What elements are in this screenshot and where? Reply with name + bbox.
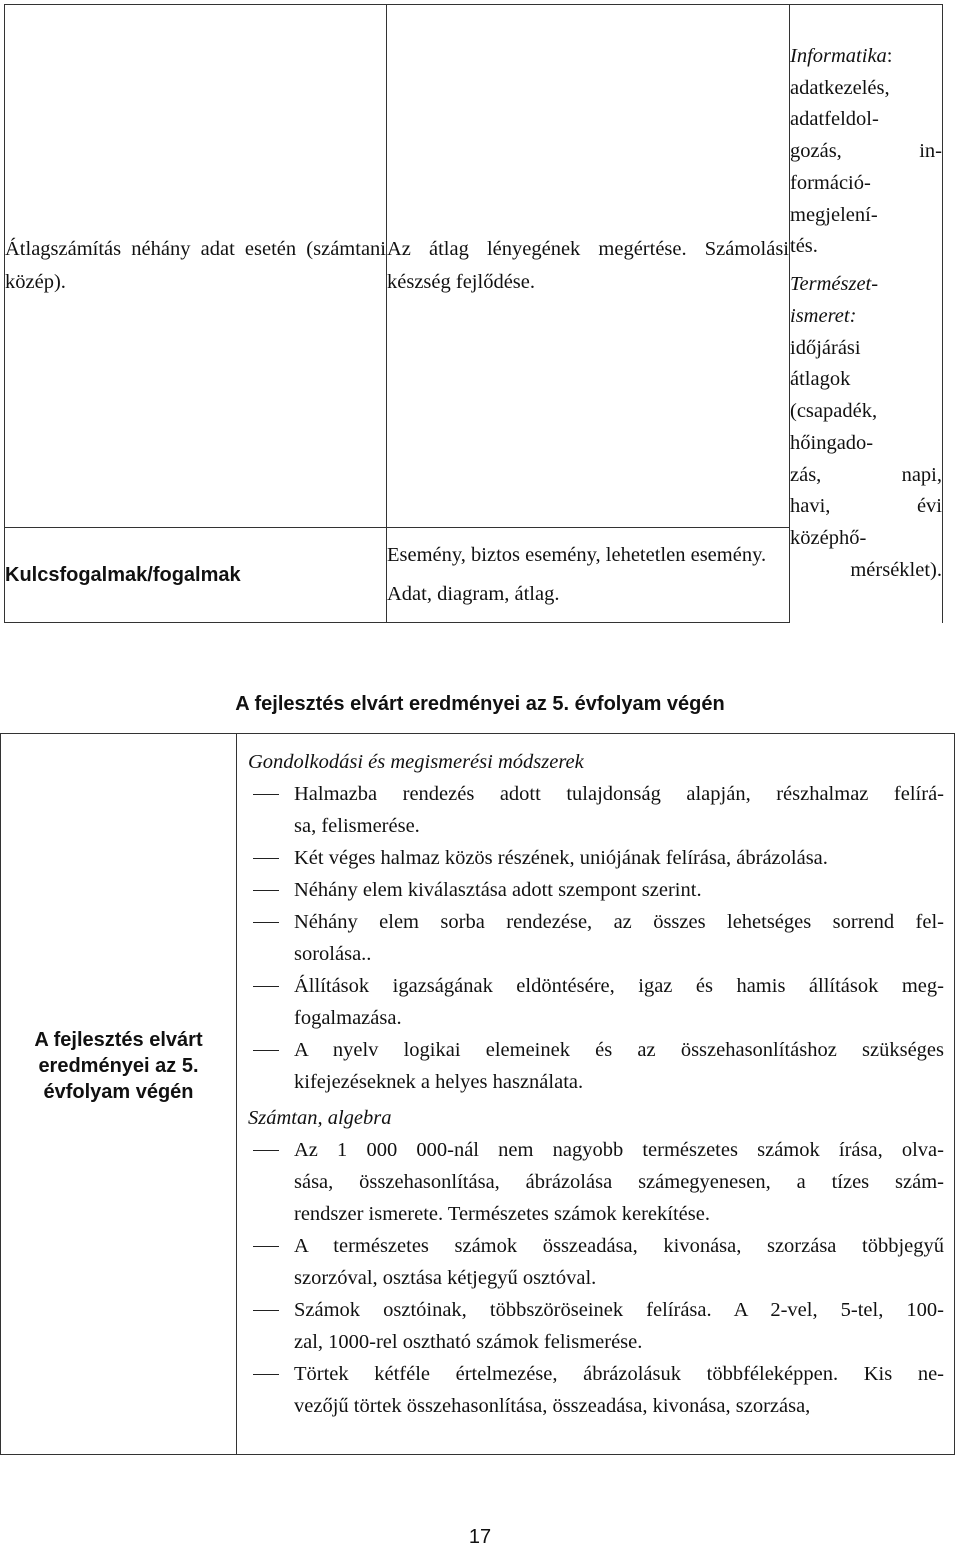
dash-bullet-icon <box>253 986 279 987</box>
results-content <box>237 734 954 1454</box>
list-item-line: Néhány elem sorba rendezése, az összes lehetséges sorrend fel- <box>294 911 944 933</box>
key-concepts-label: Kulcsfogalmak/fogalmak <box>5 528 387 623</box>
connections-cell <box>790 5 943 623</box>
list-item <box>248 1230 944 1294</box>
section-heading: A fejlesztés elvárt eredményei az 5. évfolyam végén <box>235 693 725 715</box>
key-concepts-line: Esemény, biztos esemény, lehetetlen esemény. <box>387 544 767 567</box>
list-item <box>248 1034 944 1098</box>
subject-label: ismeret: <box>790 304 857 327</box>
dash-bullet-icon <box>253 794 279 795</box>
list-item-line: sása, összehasonlítása, ábrázolása számegyenesen, a tízes szám- <box>294 1171 944 1193</box>
list-item <box>248 1294 944 1358</box>
list-item <box>248 1134 944 1230</box>
list-item-line: Állítások igazságának eldöntésére, igaz és hamis állítások meg- <box>294 975 944 997</box>
group-title: Számtan, algebra <box>248 1107 392 1129</box>
list-item-line: kifejezéseknek a helyes használata. <box>294 1071 584 1093</box>
dash-bullet-icon <box>253 1374 279 1375</box>
termeszetismeret-connection: Természet- ismeret: időjárási átlagok (csapadék, hőingado- zás, napi, havi, évi középhő- mérséklet). <box>790 273 942 581</box>
informatika-connection: Informatika: adatkezelés, adatfeldol- gozás, in- formáció- megjelení- tés. <box>790 44 942 258</box>
list-item-line: A természetes számok összeadása, kivonása, szorzása többjegyű <box>294 1235 944 1257</box>
list-item <box>248 778 944 842</box>
list-item-line: Az 1 000 000-nál nem nagyobb természetes számok írása, olva- <box>294 1139 944 1161</box>
list-item <box>248 874 944 906</box>
list-item <box>248 1358 944 1422</box>
list-item-line: Számok osztóinak, többszöröseinek felírása. A 2-vel, 5-tel, 100- <box>294 1299 944 1321</box>
list-item-line: vezőjű törtek összehasonlítása, összeadása, kivonása, szorzása, <box>294 1395 811 1417</box>
list-item-line: szorzóval, osztása kétjegyű osztóval. <box>294 1267 597 1289</box>
dash-bullet-icon <box>253 922 279 923</box>
page-number: 17 <box>468 1526 492 1548</box>
list-item-line: Törtek kétféle értelmezése, ábrázolásuk többféleképpen. Kis ne- <box>294 1363 944 1385</box>
outcome-list <box>248 778 944 1098</box>
dash-bullet-icon <box>253 1246 279 1247</box>
curriculum-table <box>4 4 943 623</box>
results-label: A fejlesztés elvárt eredményei az 5. évfolyam végén <box>1 734 237 1454</box>
list-item-line: Halmazba rendezés adott tulajdonság alapján, részhalmaz felírá- <box>294 783 944 805</box>
dash-bullet-icon <box>253 1310 279 1311</box>
key-concepts-line: Adat, diagram, átlag. <box>387 583 560 605</box>
subject-label: Informatika <box>790 44 887 67</box>
group-title: Gondolkodási és megismerési módszerek <box>248 751 584 773</box>
list-item <box>248 970 944 1034</box>
list-item-line: sa, felismerése. <box>294 815 420 837</box>
outcome-list <box>248 1134 944 1422</box>
table-row <box>5 5 943 528</box>
subject-label: Természet- <box>790 273 879 296</box>
list-item-line: sorolása.. <box>294 943 372 965</box>
list-item-line: zal, 1000-rel osztható számok felismerése. <box>294 1331 643 1353</box>
list-item-line: fogalmazása. <box>294 1007 402 1029</box>
results-box <box>0 733 955 1455</box>
dash-bullet-icon <box>253 890 279 891</box>
list-item-line: rendszer ismerete. Természetes számok kerekítése. <box>294 1203 710 1225</box>
dash-bullet-icon <box>253 1050 279 1051</box>
list-item-line: A nyelv logikai elemeinek és az összehasonlításhoz szükséges <box>294 1039 944 1061</box>
dash-bullet-icon <box>253 858 279 859</box>
key-concepts-cell <box>387 528 790 623</box>
list-item <box>248 906 944 970</box>
list-item-line: Néhány elem kiválasztása adott szempont szerint. <box>294 879 702 901</box>
goal-cell: Az átlag lényegének megértése. Számolási készség fejlődése. <box>387 5 790 528</box>
list-item <box>248 842 944 874</box>
topic-cell: Átlagszámítás néhány adat esetén (számtani közép). <box>5 5 387 528</box>
list-item-line: Két véges halmaz közös részének, uniójának felírása, ábrázolása. <box>294 847 828 869</box>
dash-bullet-icon <box>253 1150 279 1151</box>
